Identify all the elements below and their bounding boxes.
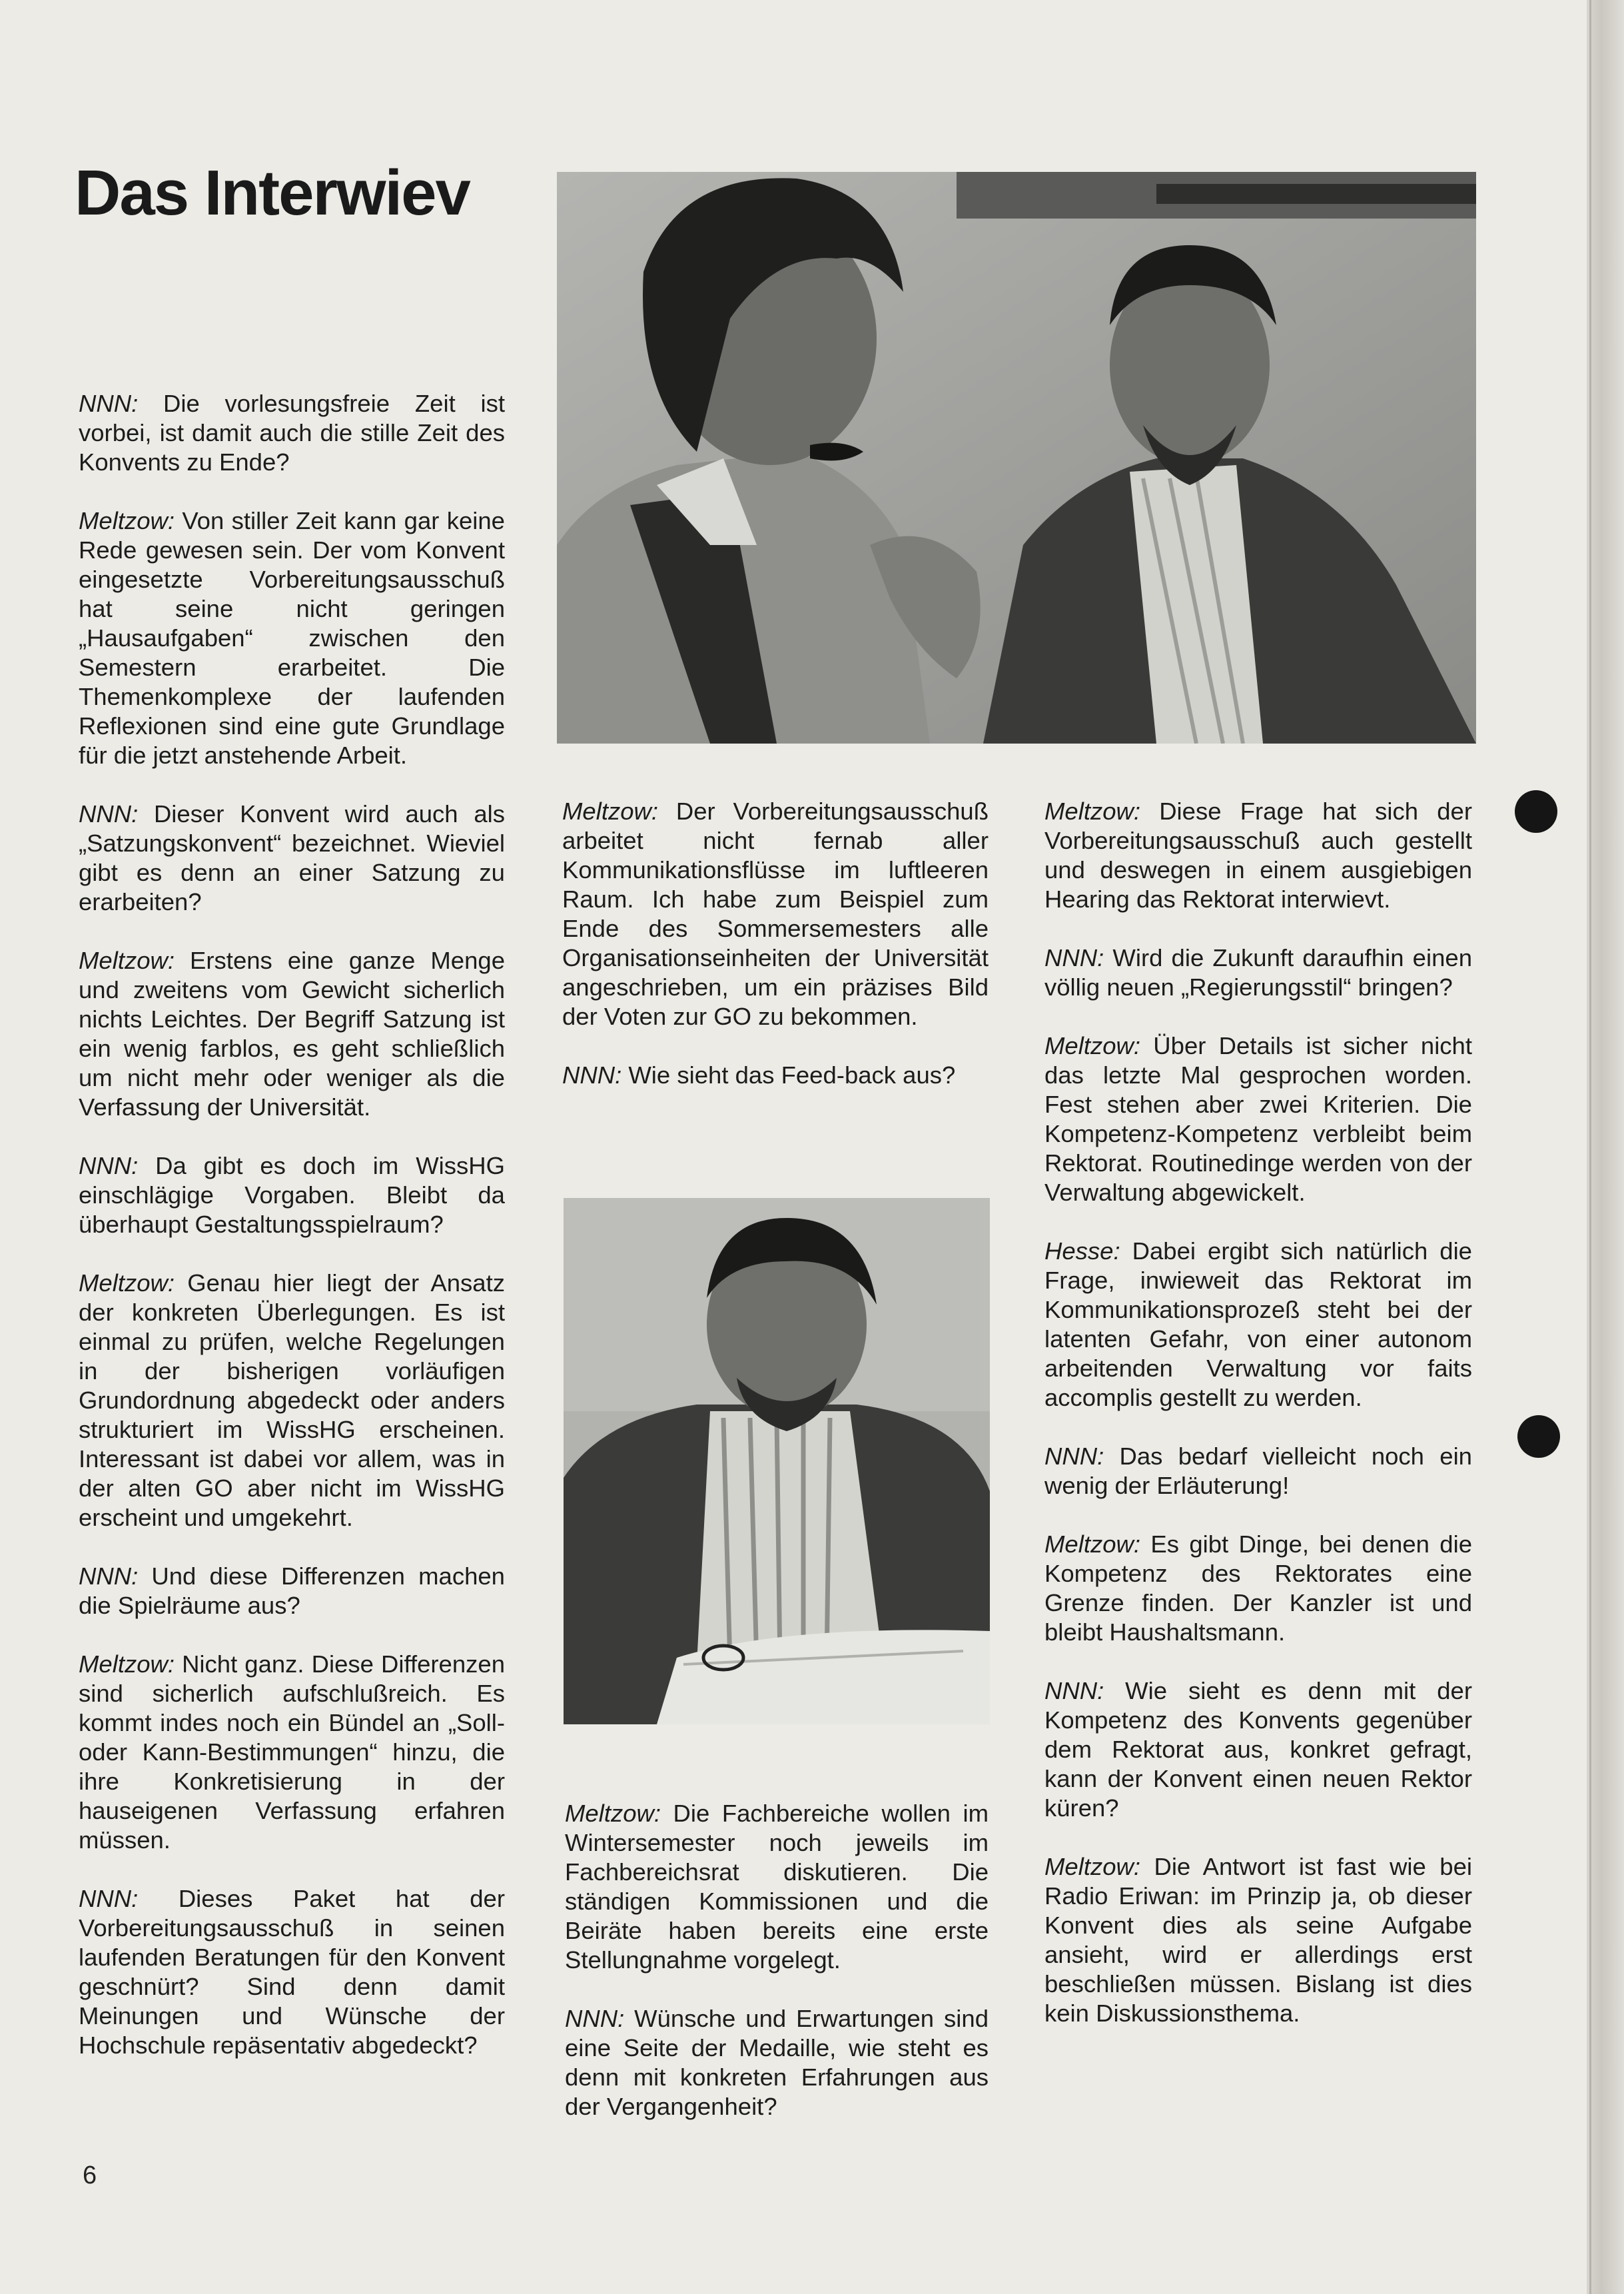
paragraph-text: Das bedarf vielleicht noch ein wenig der Erläuterung! xyxy=(1044,1442,1472,1499)
paragraph xyxy=(1044,1852,1472,2028)
speaker-label: Meltzow: xyxy=(1044,1530,1141,1558)
speaker-label: Meltzow: xyxy=(79,947,175,974)
text-column-2-bottom xyxy=(565,1799,989,2151)
speaker-label: NNN: xyxy=(79,1562,139,1590)
speaker-label: NNN: xyxy=(1044,1442,1104,1470)
paragraph xyxy=(79,1884,505,2060)
paragraph xyxy=(1044,943,1472,1002)
page-binding-line xyxy=(1589,0,1591,2294)
paragraph-text: Nicht ganz. Diese Differenzen sind sicherlich aufschlußreich. Es kommt indes noch ein Bündel an „Soll- oder Kann-Bestimmungen“ hinzu, die ihre Konkretisierung in der hauseigenen Verfassung erfahren müssen. xyxy=(79,1650,505,1854)
paragraph-text: Die Antwort ist fast wie bei Radio Eriwan: im Prinzip ja, ob dieser Konvent dies als seine Aufgabe ansieht, wird er allerdings erst beschließen müssen. Bislang ist dies kein Diskussionsthema. xyxy=(1044,1853,1472,2027)
paragraph-text: Da gibt es doch im WissHG einschlägige Vorgaben. Bleibt da überhaupt Gestaltungsspielraum? xyxy=(79,1152,505,1238)
speaker-label: NNN: xyxy=(1044,944,1104,971)
speaker-label: NNN: xyxy=(1044,1677,1104,1704)
paragraph xyxy=(562,797,989,1031)
paragraph xyxy=(1044,1442,1472,1500)
paragraph-text: Dieses Paket hat der Vorbereitungsausschuß in seinen laufenden Beratungen für den Konvent geschnürt? Sind denn damit Meinungen und Wünsche der Hochschule repäsentativ abgedeckt? xyxy=(79,1885,505,2059)
paragraph-text: Wird die Zukunft daraufhin einen völlig neuen „Regierungsstil“ bringen? xyxy=(1044,944,1472,1001)
paragraph xyxy=(79,1151,505,1239)
paragraph xyxy=(79,946,505,1122)
photo-portrait-meltzow xyxy=(564,1198,990,1724)
speaker-label: Meltzow: xyxy=(1044,798,1141,825)
paragraph-text: Genau hier liegt der Ansatz der konkreten Überlegungen. Es ist einmal zu prüfen, welche Regelungen in der bisherigen vorläufigen Grundordnung abgedeckt oder anders strukturiert im WissHG erscheinen. Interessant ist dabei vor allem, was in der alten GO aber nicht im WissHG erscheint und umgekehrt. xyxy=(79,1269,505,1531)
paragraph xyxy=(562,1061,989,1090)
speaker-label: Meltzow: xyxy=(79,1650,175,1678)
speaker-label: Meltzow: xyxy=(562,798,659,825)
speaker-label: NNN: xyxy=(565,2005,625,2032)
paragraph xyxy=(79,1650,505,1855)
paragraph xyxy=(79,800,505,917)
paragraph-text: Die vorlesungsfreie Zeit ist vorbei, ist damit auch die stille Zeit des Konvents zu Ende? xyxy=(79,390,505,476)
speaker-label: NNN: xyxy=(79,390,139,417)
paragraph xyxy=(1044,1031,1472,1207)
speaker-label: Meltzow: xyxy=(1044,1032,1141,1059)
punch-hole xyxy=(1517,1415,1560,1458)
text-column-2-top xyxy=(562,797,989,1119)
paragraph xyxy=(1044,797,1472,914)
paragraph xyxy=(79,389,505,477)
paragraph xyxy=(1044,1676,1472,1823)
speaker-label: Meltzow: xyxy=(1044,1853,1141,1880)
punch-hole xyxy=(1515,790,1557,833)
paragraph-text: Diese Frage hat sich der Vorbereitungsausschuß auch gestellt und deswegen in einem ausgiebigen Hearing das Rektorat interwievt. xyxy=(1044,798,1472,913)
page-number: 6 xyxy=(83,2161,97,2189)
paragraph-text: Von stiller Zeit kann gar keine Rede gewesen sein. Der vom Konvent eingesetzte Vorbereitungsausschuß hat seine nicht geringen „Hausaufgaben“ zwischen den Semestern erarbeitet. Die Themenkomplexe der laufenden Reflexionen sind eine gute Grundlage für die jetzt anstehende Arbeit. xyxy=(79,507,505,769)
paragraph xyxy=(79,506,505,770)
paragraph-text: Die Fachbereiche wollen im Wintersemester noch jeweils im Fachbereichsrat diskutieren. Die ständigen Kommissionen und die Beiräte haben bereits eine erste Stellungnahme vorgelegt. xyxy=(565,1800,989,1974)
paragraph-text: Wünsche und Erwartungen sind eine Seite der Medaille, wie steht es denn mit konkreten Erfahrungen aus der Vergangenheit? xyxy=(565,2005,989,2120)
paragraph-text: Wie sieht es denn mit der Kompetenz des Konvents gegenüber dem Rektorat aus, konkret gefragt, kann der Konvent einen neuen Rektor küren? xyxy=(1044,1677,1472,1822)
speaker-label: NNN: xyxy=(562,1061,622,1089)
text-column-1 xyxy=(79,389,505,2089)
paragraph xyxy=(1044,1530,1472,1647)
speaker-label: Meltzow: xyxy=(79,507,175,534)
page-edge xyxy=(1587,0,1624,2294)
speaker-label: Hesse: xyxy=(1044,1237,1120,1265)
paragraph xyxy=(79,1562,505,1620)
paragraph xyxy=(565,2004,989,2121)
speaker-label: Meltzow: xyxy=(565,1800,661,1827)
article-title: Das Interwiev xyxy=(75,157,470,229)
paragraph-text: Erstens eine ganze Menge und zweitens vom Gewicht sicherlich nichts Leichtes. Der Begriff Satzung ist ein wenig farblos, es geht schließlich um nicht mehr oder weniger als die Verfassung der Universität. xyxy=(79,947,505,1121)
paragraph-text: Über Details ist sicher nicht das letzte Mal gesprochen worden. Fest stehen aber zwei Kriterien. Die Kompetenz-Kompetenz verbleibt beim Rektorat. Routinedinge werden von der Verwaltung abgewickelt. xyxy=(1044,1032,1472,1206)
paragraph-text: Und diese Differenzen machen die Spielräume aus? xyxy=(79,1562,505,1619)
speaker-label: NNN: xyxy=(79,800,139,828)
paragraph-text: Dieser Konvent wird auch als „Satzungskonvent“ bezeichnet. Wieviel gibt es denn an einer Satzung zu erarbeiten? xyxy=(79,800,505,915)
speaker-label: NNN: xyxy=(79,1152,139,1179)
paragraph-text: Wie sieht das Feed-back aus? xyxy=(621,1061,956,1089)
speaker-label: NNN: xyxy=(79,1885,139,1912)
speaker-label: Meltzow: xyxy=(79,1269,175,1297)
photo-two-men xyxy=(557,172,1476,744)
paragraph xyxy=(1044,1237,1472,1413)
text-column-3 xyxy=(1044,797,1472,2057)
paragraph-text: Dabei ergibt sich natürlich die Frage, inwieweit das Rektorat im Kommunikationsprozeß steht bei der latenten Gefahr, von einer autonom arbeitenden Verwaltung vor faits accomplis gestellt zu werden. xyxy=(1044,1237,1472,1411)
paragraph xyxy=(565,1799,989,1975)
paragraph-text: Der Vorbereitungsausschuß arbeitet nicht fernab aller Kommunikationsflüsse im luftleeren Raum. Ich habe zum Beispiel zum Ende des Sommersemesters alle Organisationseinheiten der Universität angeschrieben, um ein präzises Bild der Voten zur GO zu bekommen. xyxy=(562,798,989,1030)
paragraph-text: Es gibt Dinge, bei denen die Kompetenz des Rektorates eine Grenze finden. Der Kanzler ist und bleibt Haushaltsmann. xyxy=(1044,1530,1472,1646)
paragraph xyxy=(79,1269,505,1532)
